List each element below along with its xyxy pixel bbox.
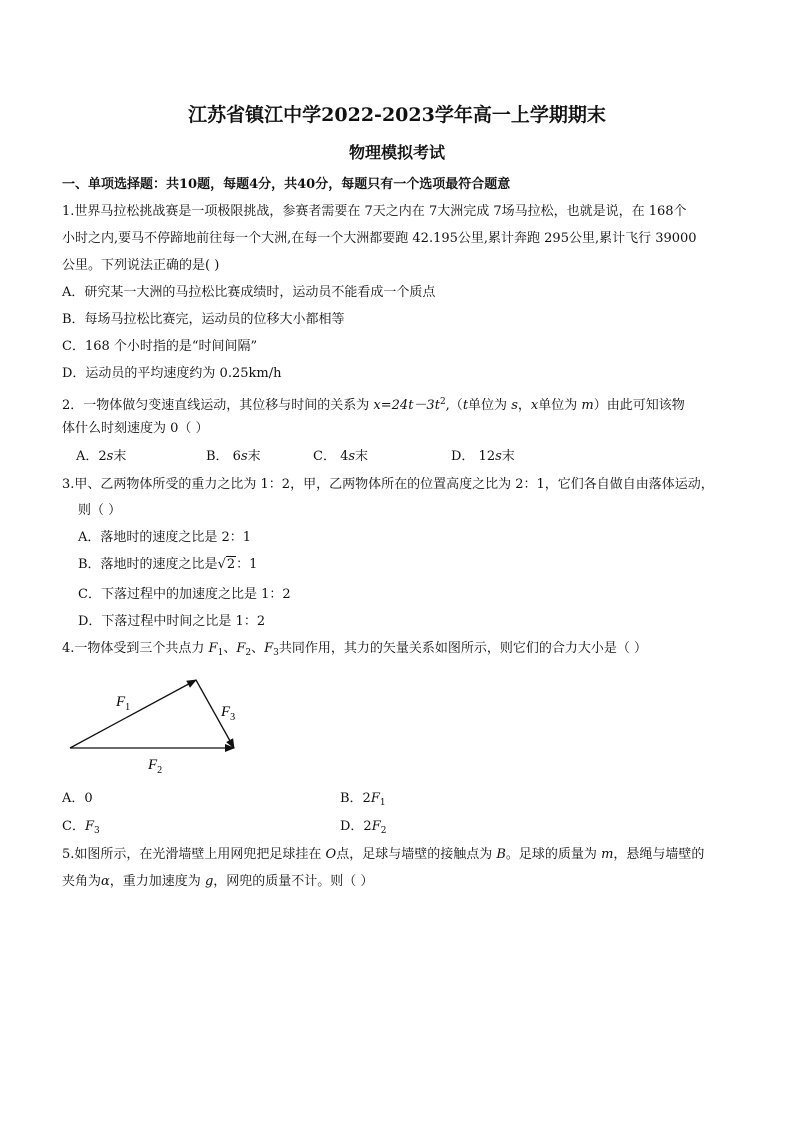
q2-option-var: s — [240, 449, 248, 464]
q2-option-label: B． 6 — [206, 449, 241, 464]
q2-unit-m: m — [581, 398, 594, 413]
sqrt-radicand: 2 — [226, 557, 236, 572]
q2-option-tail: 末 — [113, 449, 127, 464]
q5-text: ，网兜的质量不计。则（ ） — [213, 874, 374, 889]
q2-unit-var-t: t — [462, 398, 469, 413]
q4-option-var: F — [84, 819, 94, 834]
q2-option-label: D． 12 — [451, 449, 496, 464]
q2-formula-exponent: 2 — [439, 397, 446, 407]
label-f1: $F_1$ — [116, 694, 131, 713]
q2-text: 单位为 — [468, 398, 512, 413]
q2-formula-t: t — [408, 398, 414, 413]
vector-f1 — [70, 680, 196, 748]
q2-option-label: C． 4 — [313, 449, 349, 464]
q2-text: 单位为 — [538, 398, 582, 413]
q3-option-a: A．落地时的速度之比是 2：1 — [78, 530, 252, 545]
q2-text: ）由此可知该物 — [593, 398, 685, 413]
q2-option-var: s — [348, 449, 356, 464]
q1-option-d: D．运动员的平均速度约为 0.25km/h — [62, 366, 282, 381]
q2-option-tail: 末 — [501, 449, 515, 464]
label-f3: $F_3$ — [221, 704, 236, 723]
q4-option-d — [340, 818, 386, 840]
q1-option-a: A．研究某一大洲的马拉松比赛成绩时，运动员不能看成一个质点 — [62, 285, 436, 300]
exam-subtitle: 物理模拟考试 — [348, 143, 445, 162]
q4-force-f3: F — [264, 641, 274, 656]
q2-option-var: s — [495, 449, 502, 464]
q3-option-b-tail: ：1 — [236, 557, 258, 572]
q1-option-b: B．每场马拉松比赛完，运动员的位移大小都相等 — [62, 312, 345, 327]
q2-formula-x: x — [373, 398, 381, 413]
q4-option-var: F — [370, 791, 380, 806]
q3-option-c: C．下落过程中的加速度之比是 1：2 — [78, 587, 291, 602]
q4-option-c — [62, 818, 100, 840]
q2-formula-coef: =24 — [380, 398, 409, 413]
q3-option-b-text: B．落地时的速度之比是 — [78, 557, 218, 572]
q2-line-2: 体什么时刻速度为 0（ ） — [62, 421, 209, 436]
q4-option-sub: 3 — [93, 826, 100, 836]
q4-force-f1: F — [208, 641, 218, 656]
q5-angle-alpha: α — [101, 874, 110, 889]
q2-formula-t2: t — [434, 398, 440, 413]
q2-text: ,（ — [445, 398, 463, 413]
q2-option-c — [313, 448, 368, 466]
q5-line-2 — [62, 873, 373, 891]
q4-option-label: B．2 — [340, 791, 371, 806]
q2-option-d — [451, 448, 515, 466]
q4-line — [62, 640, 647, 662]
q2-unit-var-x: x — [530, 398, 539, 413]
q3-option-d: D．下落过程中时间之比是 1：2 — [78, 614, 266, 629]
q4-separator: 、 — [251, 641, 265, 656]
force-vector-diagram — [60, 668, 260, 778]
q2-option-label: A．2 — [76, 449, 107, 464]
q4-force-f1-sub: 1 — [217, 648, 224, 658]
q1-line-1: 1.世界马拉松挑战赛是一项极限挑战，参赛者需要在 7天之内在 7大洲完成 7场马拉松，也就是说，在 168个 — [62, 204, 687, 219]
q4-option-b — [340, 790, 386, 812]
q2-stem: 2．一物体做匀变速直线运动，其位移与时间的关系为 — [62, 398, 374, 413]
q4-text: 共同作用，其力的矢量关系如图所示，则它们的合力大小是（ ） — [278, 641, 648, 656]
q4-option-label: A．0 — [62, 791, 93, 806]
q5-line-1 — [62, 846, 704, 864]
q4-separator: 、 — [223, 641, 237, 656]
exam-title: 江苏省镇江中学2022-2023学年高一上学期期末 — [188, 104, 606, 126]
q4-option-a — [62, 790, 93, 808]
q2-line-1 — [62, 393, 685, 415]
q5-text: 夹角为 — [62, 874, 102, 889]
q4-option-label: D．2 — [340, 819, 372, 834]
q4-text: 4.一物体受到三个共点力 — [62, 641, 209, 656]
q4-option-sub: 1 — [379, 798, 386, 808]
q2-text: ， — [517, 398, 531, 413]
q5-point-b: B — [496, 847, 506, 862]
q2-option-b — [206, 448, 261, 466]
q5-text: ，重力加速度为 — [109, 874, 205, 889]
q2-unit-s: s — [511, 398, 518, 413]
q4-option-var: F — [371, 819, 381, 834]
q4-force-f3-sub: 3 — [273, 648, 279, 658]
q2-option-tail: 末 — [247, 449, 261, 464]
q1-line-2: 小时之内,要马不停蹄地前往每一个大洲,在每一个大洲都要跑 42.195公里,累计奔跑 295公里,累计飞行 39000 — [62, 231, 697, 246]
q5-text: 点，足球与墙壁的接触点为 — [336, 847, 497, 862]
q1-option-c: C．168 个小时指的是“时间间隔” — [62, 339, 258, 354]
q4-option-label: C． — [62, 819, 85, 834]
q2-formula-coef2: －3 — [413, 398, 435, 413]
q5-text: 。足球的质量为 — [505, 847, 602, 862]
q3-line-2: 则（ ） — [78, 503, 122, 518]
q5-mass-m: m — [601, 847, 614, 862]
q3-line-1: 3.甲、乙两物体所受的重力之比为 1：2，甲，乙两物体所在的位置高度之比为 2：1，它们各自做自由落体运动， — [62, 477, 714, 492]
q5-text: 5.如图所示，在光滑墙壁上用网兜把足球挂在 — [62, 847, 326, 862]
q4-force-f2: F — [236, 641, 246, 656]
q2-option-tail: 末 — [355, 449, 369, 464]
q5-text: ，悬绳与墙壁的 — [613, 847, 705, 862]
q4-option-sub: 2 — [380, 826, 387, 836]
q4-force-f2-sub: 2 — [245, 648, 252, 658]
q1-line-3: 公里。下列说法正确的是( ) — [62, 258, 220, 273]
sqrt-symbol: √2 — [217, 557, 236, 572]
label-f2: $F_2$ — [148, 757, 163, 776]
q5-point-o: O — [325, 847, 337, 862]
q5-gravity-g: g — [204, 874, 214, 889]
section-heading: 一、单项选择题：共10题，每题4分，共40分，每题只有一个选项最符合题意 — [62, 177, 511, 192]
q3-option-b — [78, 556, 257, 574]
q2-option-var: s — [106, 449, 114, 464]
q2-option-a — [76, 448, 126, 466]
